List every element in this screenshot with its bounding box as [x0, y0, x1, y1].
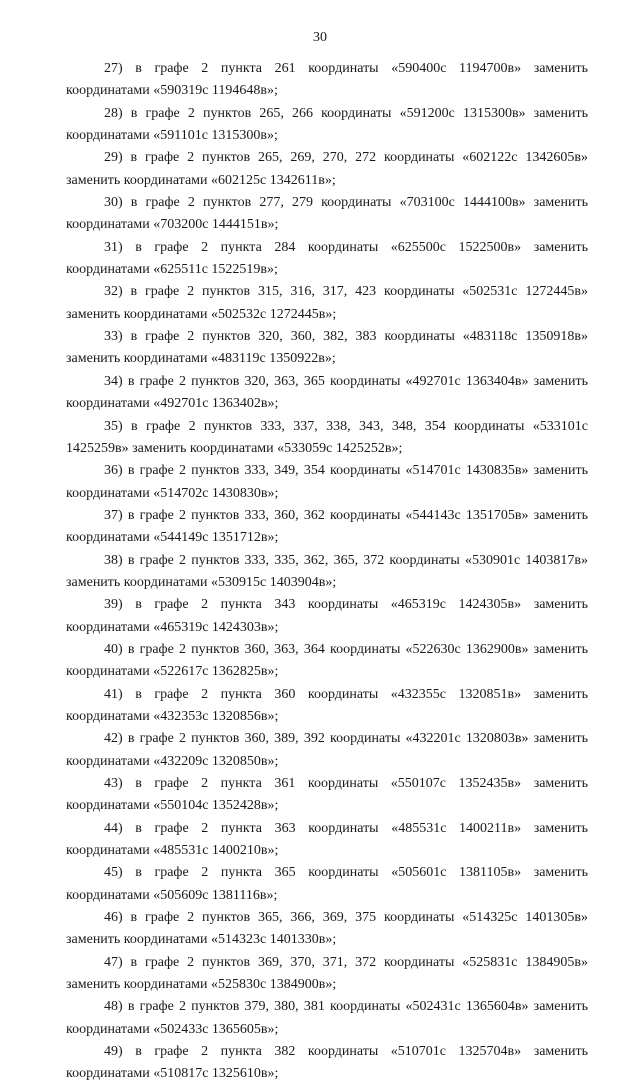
list-item: 47) в графе 2 пунктов 369, 370, 371, 372 координаты «525831с 1384905в» заменить координатами «525830с 1384900в»; — [66, 954, 588, 993]
page-number: 30 — [313, 30, 327, 45]
list-item: 42) в графе 2 пунктов 360, 389, 392 координаты «432201с 1320803в» заменить координатами «432209с 1320850в»; — [66, 731, 588, 769]
list-item: 49) в графе 2 пункта 382 координаты «510701с 1325704в» заменить координатами «510817с 1325610в»; — [66, 1044, 588, 1082]
list-item: 41) в графе 2 пункта 360 координаты «432355с 1320851в» заменить координатами «432353с 1320856в»; — [66, 686, 588, 724]
list-item: 30) в графе 2 пунктов 277, 279 координаты «703100с 1444100в» заменить координатами «703200с 1444151в»; — [66, 195, 588, 233]
list-item: 32) в графе 2 пунктов 315, 316, 317, 423 координаты «502531с 1272445в» заменить координатами «502532с 1272445в»; — [66, 284, 588, 322]
list-item: 34) в графе 2 пунктов 320, 363, 365 координаты «492701с 1363404в» заменить координатами «492701с 1363402в»; — [66, 373, 588, 412]
list-item: 28) в графе 2 пунктов 265, 266 координаты «591200с 1315300в» заменить координатами «591101с 1315300в»; — [66, 105, 588, 144]
list-item: 48) в графе 2 пунктов 379, 380, 381 координаты «502431с 1365604в» заменить координатами «502433с 1365605в»; — [66, 999, 588, 1037]
list-item: 38) в графе 2 пунктов 333, 335, 362, 365, 372 координаты «530901с 1403817в» заменить координатами «530915с 1403904в»; — [66, 552, 588, 590]
list-item: 36) в графе 2 пунктов 333, 349, 354 координаты «514701с 1430835в» заменить координатами «514702с 1430830в»; — [66, 463, 588, 501]
amendment-list — [66, 58, 588, 1086]
list-item: 37) в графе 2 пунктов 333, 360, 362 координаты «544143с 1351705в» заменить координатами «544149с 1351712в»; — [66, 507, 588, 546]
list-item: 35) в графе 2 пунктов 333, 337, 338, 343, 348, 354 координаты «533101с 1425259в» заменить координатами «533059с 1425252в»; — [66, 418, 588, 456]
list-item: 43) в графе 2 пункта 361 координаты «550107с 1352435в» заменить координатами «550104с 1352428в»; — [66, 776, 588, 814]
list-item: 39) в графе 2 пункта 343 координаты «465319с 1424305в» заменить координатами «465319с 1424303в»; — [66, 597, 588, 635]
list-item: 44) в графе 2 пункта 363 координаты «485531с 1400211в» заменить координатами «485531с 1400210в»; — [66, 820, 588, 859]
list-item: 45) в графе 2 пункта 365 координаты «505601с 1381105в» заменить координатами «505609с 1381116в»; — [66, 865, 588, 903]
list-item: 33) в графе 2 пунктов 320, 360, 382, 383 координаты «483118с 1350918в» заменить координатами «483119с 1350922в»; — [66, 329, 588, 367]
list-item: 46) в графе 2 пунктов 365, 366, 369, 375 координаты «514325с 1401305в» заменить координатами «514323с 1401330в»; — [66, 910, 588, 948]
list-item: 31) в графе 2 пункта 284 координаты «625500с 1522500в» заменить координатами «625511с 1522519в»; — [66, 239, 588, 278]
list-item: 29) в графе 2 пунктов 265, 269, 270, 272 координаты «602122с 1342605в» заменить координатами «602125с 1342611в»; — [66, 150, 588, 188]
list-item: 40) в графе 2 пунктов 360, 363, 364 координаты «522630с 1362900в» заменить координатами «522617с 1362825в»; — [66, 641, 588, 680]
list-item: 27) в графе 2 пункта 261 координаты «590400с 1194700в» заменить координатами «590319с 1194648в»; — [66, 61, 588, 99]
